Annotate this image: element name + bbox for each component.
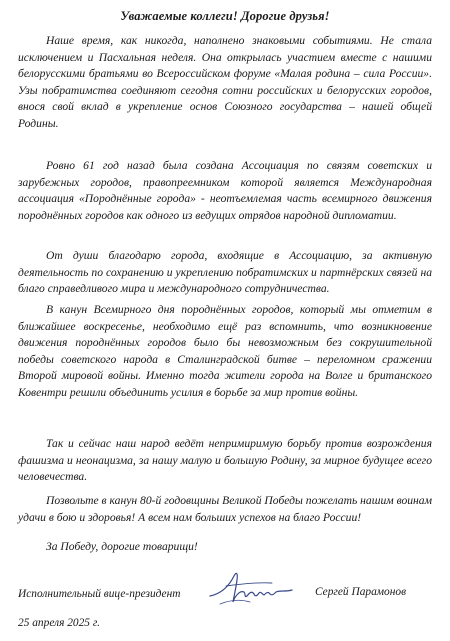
paragraph-4: В канун Всемирного дня породнённых городов, который мы отметим в ближайшее воскресенье, необходимо ещё раз вспомнить, что возникновение движения породнённых городов было бы невозможным без сокрушительной победы советского народа в Сталинградской битве – переломном сражении Второй мировой войны. Именно тогда жители города на Волге и британского Ковентри решили объединить усилия в борьбе за мир против войны.: [18, 303, 432, 399]
letter-title: Уважаемые коллеги! Дорогие друзья!: [120, 9, 330, 23]
paragraph-2: Ровно 61 год назад была создана Ассоциация по связям советских и зарубежных городов, правопреемником которой является Международная ассоциация «Породнённые города» - неотъемлемая часть всемирного движения породнённых городов как одного из ведущих отрядов народной дипломатии.: [18, 159, 432, 222]
paragraph-6: Позвольте в канун 80-й годовщины Великой Победы пожелать нашим воинам удачи в бою и здоровья! А всем нам больших успехов на благо России!: [18, 494, 432, 524]
letter-date: 25 апреля 2025 г.: [18, 617, 100, 629]
handwritten-signature: [200, 566, 310, 610]
paragraph-5: Так и сейчас наш народ ведёт непримиримую борьбу против возрождения фашизма и неонацизма, за нашу малую и большую Родину, за мирное будущее всего человечества.: [18, 437, 432, 484]
paragraph-1: Наше время, как никогда, наполнено знаковыми событиями. Не стала исключением и Пасхальная неделя. Она открылась участием вместе с нашими белорусскими братьями во Всероссийском форуме «Малая родина – сила России». Узы побратимства соединяют сегодня сотни российских и белорусских городов, внося свой вклад в укрепление основ Союзного государства – нашей общей Родины.: [18, 34, 432, 130]
signer-position: Исполнительный вице-президент: [18, 588, 181, 600]
closing-line: За Победу, дорогие товарищи!: [46, 540, 198, 553]
signer-name: Сергей Парамонов: [315, 586, 407, 598]
paragraph-3: От души благодарю города, входящие в Ассоциацию, за активную деятельность по сохранению и укреплению побратимских и партнёрских связей на благо справедливого мира и международного сотрудничества.: [18, 249, 432, 296]
